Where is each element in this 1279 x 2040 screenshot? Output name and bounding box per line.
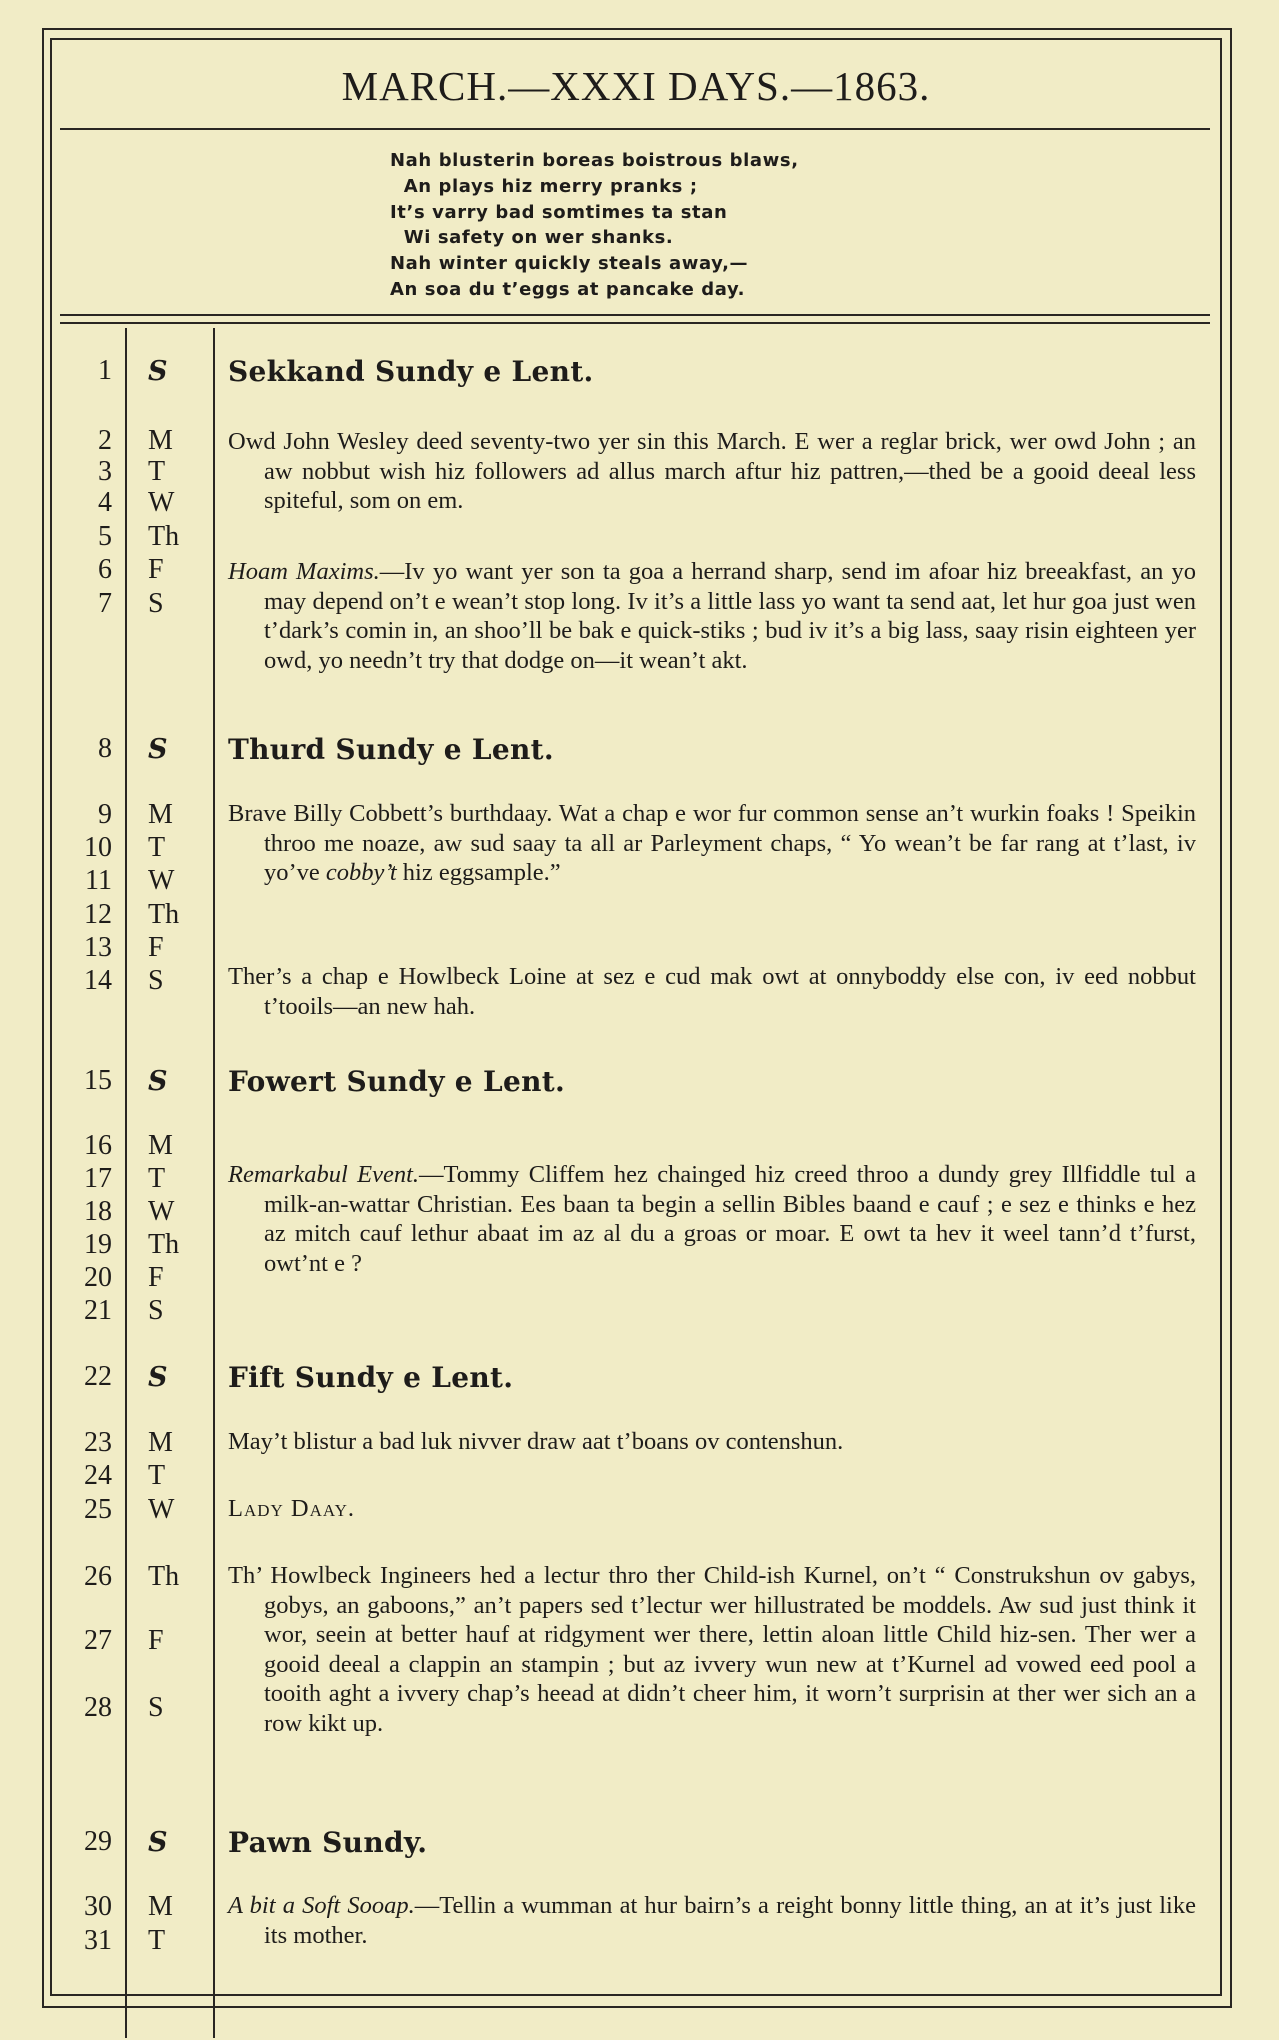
day-number: 19 <box>84 1229 112 1260</box>
day-number: 27 <box>84 1625 112 1656</box>
weekday-abbr: W <box>148 1494 175 1525</box>
sunday-heading: Fift Sundy e Lent. <box>228 1361 514 1394</box>
page-title: MARCH.—XXXI DAYS.—1863. <box>341 63 931 109</box>
weekday-abbr: Th <box>148 521 180 552</box>
weekday-abbr: S <box>148 1295 164 1326</box>
day-number: 3 <box>98 456 112 487</box>
weekday-abbr: T <box>148 832 166 863</box>
entry-maxims <box>228 557 1196 675</box>
sunday-mark: S <box>148 1827 168 1858</box>
weekday-abbr: Th <box>148 1229 180 1260</box>
entry-text: May’t blistur a bad luk nivver draw aat t’boans ov contenshun. <box>228 1428 844 1455</box>
verse-rule-top <box>60 314 1210 316</box>
entry-title: Remarkabul Event. <box>228 1161 420 1188</box>
weekday-abbr: F <box>148 554 164 585</box>
day-number: 29 <box>84 1826 112 1857</box>
entry-engineers <box>228 1561 1196 1738</box>
day-number: 28 <box>84 1692 112 1723</box>
day-number: 13 <box>84 932 112 963</box>
entry-text: Owd John Wesley deed seventy-two yer sin this March. E wer a reglar brick, wer owd John ; an aw nobbut wish hiz followers ad allus march aftur hiz pattren,—thed be a gooid deeal less spiteful, som on em. <box>228 428 1196 514</box>
sunday-heading: Sekkand Sundy e Lent. <box>228 355 594 388</box>
verse-rule-bottom <box>60 322 1210 324</box>
sunday-mark: S <box>148 356 168 387</box>
verse-line: Wi safety on wer shanks. <box>390 227 674 249</box>
weekday-abbr: T <box>148 1460 166 1491</box>
entry-blistur <box>228 1427 1196 1457</box>
weekday-abbr: S <box>148 965 164 996</box>
entry-title: A bit a Soft Sooap. <box>228 1892 415 1919</box>
verse-line: Nah blusterin boreas boistrous blaws, <box>390 150 799 171</box>
entry-lady-day <box>228 1494 1196 1524</box>
entry-text: Th’ Howlbeck Ingineers hed a lectur thro ther Child-ish Kurnel, on’t “ Construkshun ov gabys, gobys, an gaboons,” an’t papers sed t’lectur wer hillustrated be moddels. Aw sud just think it wor, seein at better hauf at ridgyment wer there, lettin aloan little Child hiz-sen. Ther wer a gooid deeal a clappin an stampin ; but az ivvery wun new at t’Kurnel ad vowed eed pool a tooith aght a ivvery chap’s heead at didn’t cheer him, it worn’t surprisin at ther wer sich an a row kikt up. <box>228 1562 1196 1737</box>
entry-text: —Tellin a wumman at hur bairn’s a reight bonny little thing, an at it’s just like its mother. <box>264 1892 1196 1949</box>
entry-howlbeck <box>228 962 1196 1021</box>
weekday-abbr: M <box>148 1130 173 1161</box>
column-divider-day <box>125 328 127 2038</box>
sunday-heading: Fowert Sundy e Lent. <box>228 1065 566 1098</box>
day-number: 22 <box>84 1361 112 1392</box>
day-number: 20 <box>84 1262 112 1293</box>
day-number: 8 <box>98 733 112 764</box>
day-number: 9 <box>98 799 112 830</box>
day-number: 6 <box>98 554 112 585</box>
entry-text: hiz eggsample.” <box>396 859 561 886</box>
day-number: 15 <box>84 1065 112 1096</box>
entry-title: Hoam Maxims. <box>228 558 380 585</box>
weekday-abbr: T <box>148 1163 166 1194</box>
weekday-abbr: W <box>148 1196 175 1227</box>
sunday-mark: S <box>148 1362 168 1393</box>
day-number: 5 <box>98 521 112 552</box>
weekday-abbr: T <box>148 456 166 487</box>
day-number: 25 <box>84 1494 112 1525</box>
day-number: 4 <box>98 487 112 518</box>
entry-emphasis: cobby’t <box>325 859 397 886</box>
sunday-mark: S <box>148 734 168 765</box>
sunday-heading: Pawn Sundy. <box>228 1826 428 1859</box>
day-number: 16 <box>84 1130 112 1161</box>
weekday-abbr: W <box>148 865 175 896</box>
entry-text: —Tommy Cliffem hez chainged hiz creed throo a dundy grey Illfiddle tul a milk-an-wattar Christian. Ees baan ta begin a sellin Bibles baand e cauf ; e sez e thinks e hez az mitch cauf lethur abaat im az al du a groas or moar. E owt ta hev it weel tann’d t’furst, owt’nt e ? <box>264 1161 1196 1277</box>
weekday-abbr: M <box>148 425 173 456</box>
verse-line: It’s varry bad somtimes ta stan <box>390 201 728 223</box>
title-rule <box>60 128 1210 130</box>
day-number: 31 <box>84 1925 112 1956</box>
day-number: 11 <box>85 865 112 896</box>
verse-line: Nah winter quickly steals away,— <box>390 253 749 275</box>
weekday-abbr: F <box>148 1262 164 1293</box>
entry-cobbett <box>228 799 1196 888</box>
day-number: 30 <box>84 1891 112 1922</box>
weekday-abbr: W <box>148 487 175 518</box>
weekday-abbr: M <box>148 1427 173 1458</box>
verse-line: An plays hiz merry pranks ; <box>390 175 698 197</box>
day-number: 24 <box>84 1460 112 1491</box>
weekday-abbr: F <box>148 1625 164 1656</box>
day-number: 23 <box>84 1427 112 1458</box>
weekday-abbr: F <box>148 932 164 963</box>
sunday-mark: S <box>148 1066 168 1097</box>
entry-text: Ther’s a chap e Howlbeck Loine at sez e cud mak owt at onnyboddy else con, iv eed nobbut t’tooils—an new hah. <box>228 963 1196 1020</box>
column-divider-weekday <box>213 328 215 2038</box>
day-number: 7 <box>98 588 112 619</box>
verse <box>390 148 799 303</box>
day-number: 26 <box>84 1561 112 1592</box>
entry-text: Lady Daay. <box>228 1495 356 1522</box>
weekday-abbr: S <box>148 588 164 619</box>
day-number: 17 <box>84 1163 112 1194</box>
weekday-abbr: M <box>148 1891 173 1922</box>
weekday-abbr: S <box>148 1692 164 1723</box>
day-number: 10 <box>84 832 112 863</box>
weekday-abbr: Th <box>148 899 180 930</box>
day-number: 21 <box>84 1295 112 1326</box>
entry-wesley <box>228 427 1196 516</box>
weekday-abbr: T <box>148 1925 166 1956</box>
verse-line: An soa du t’eggs at pancake day. <box>390 278 746 300</box>
entry-text: —Iv yo want yer son ta goa a herrand sharp, send im afoar hiz breeakfast, an yo may depend on’t e wean’t stop long. Iv it’s a little lass yo want ta send aat, let hur goa just wen t’dark’s comin in, an shoo’ll be bak e quick-stiks ; bud iv it’s a big lass, saay risin eighteen yer owd, yo needn’t try that dodge on—it wean’t akt. <box>264 558 1196 674</box>
weekday-abbr: Th <box>148 1561 180 1592</box>
entry-soft-sooap <box>228 1891 1196 1950</box>
entry-text: Brave Billy Cobbett’s burthdaay. Wat a chap e wor fur common sense an’t wurkin foaks ! Speikin throo me noaze, aw sud saay ta all ar Parleyment chaps, “ Yo wean’t be far rang at t’last, iv yo’ve <box>228 800 1196 886</box>
weekday-abbr: M <box>148 799 173 830</box>
day-number: 1 <box>98 355 112 386</box>
day-number: 12 <box>84 899 112 930</box>
sunday-heading: Thurd Sundy e Lent. <box>228 733 554 766</box>
day-number: 14 <box>84 965 112 996</box>
day-number: 2 <box>98 425 112 456</box>
day-number: 18 <box>84 1196 112 1227</box>
entry-remarkabul-event <box>228 1160 1196 1278</box>
